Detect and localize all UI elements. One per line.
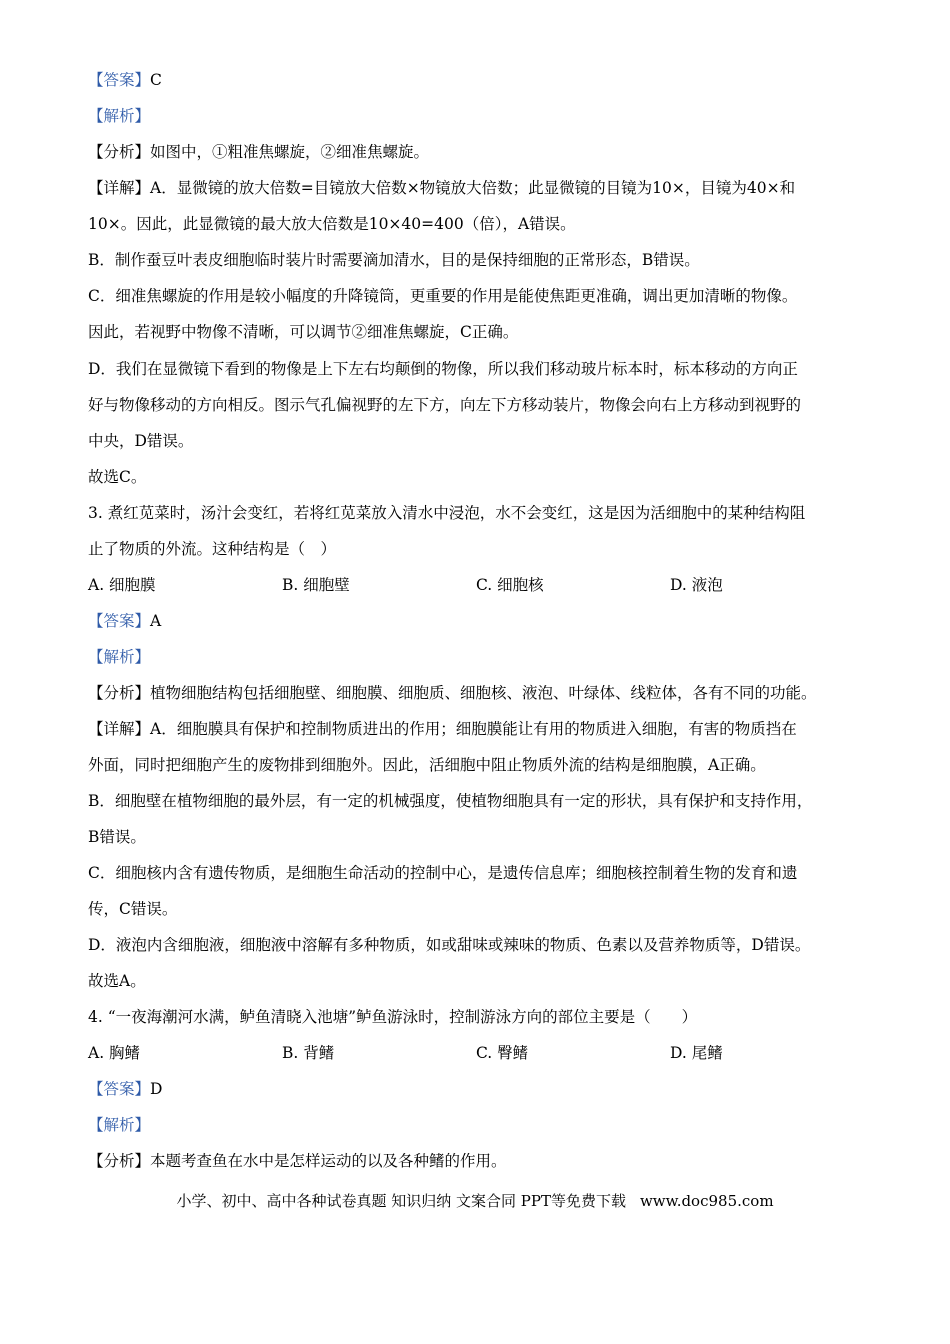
analysis-tag: 【解析】 xyxy=(88,107,151,125)
fenxi-text: 植物细胞结构包括细胞壁、细胞膜、细胞质、细胞核、液泡、叶绿体、线粒体，各有不同的功能。 xyxy=(150,684,817,702)
answer-value: C xyxy=(150,71,162,89)
fenxi-line xyxy=(88,1151,507,1171)
option-b: B. 背鳍 xyxy=(282,1044,335,1062)
answer-line xyxy=(88,70,162,90)
question-stem: 4. “一夜海潮河水满，鲈鱼清晓入池塘”鲈鱼游泳时，控制游泳方向的部位主要是（ ） xyxy=(88,1008,698,1026)
fenxi-line xyxy=(88,142,429,162)
analysis-tag: 【解析】 xyxy=(88,648,151,666)
footer-text: 小学、初中、高中各种试卷真题 知识归纳 文案合同 PPT等免费下载 xyxy=(176,1192,626,1210)
page-footer xyxy=(0,1191,950,1211)
detail-line xyxy=(88,719,797,739)
option-row xyxy=(88,1043,864,1063)
fenxi-line xyxy=(88,683,817,703)
answer-line xyxy=(88,611,161,631)
conclusion-line: 故选A。 xyxy=(88,972,146,990)
answer-tag: 【答案】 xyxy=(88,71,151,89)
detail-line: 传，C错误。 xyxy=(88,900,178,918)
option-c: C. 臀鳍 xyxy=(476,1044,529,1062)
answer-value: A xyxy=(150,612,162,630)
footer-url[interactable]: www.doc985.com xyxy=(639,1192,774,1210)
detail-text: A．细胞膜具有保护和控制物质进出的作用；细胞膜能让有用的物质进入细胞，有害的物质挡在 xyxy=(150,720,797,738)
option-c: C. 细胞核 xyxy=(476,576,544,594)
fenxi-text: 本题考查鱼在水中是怎样运动的以及各种鳍的作用。 xyxy=(150,1152,507,1170)
option-d: D. 尾鳍 xyxy=(670,1044,723,1062)
question-stem: 3. 煮红苋菜时，汤汁会变红，若将红苋菜放入清水中浸泡，水不会变红，这是因为活细胞中的某种结构阻 xyxy=(88,504,806,522)
detail-line: D．我们在显微镜下看到的物像是上下左右均颠倒的物像，所以我们移动玻片标本时，标本移动的方向正 xyxy=(88,360,798,378)
detail-line: B．细胞壁在植物细胞的最外层，有一定的机械强度，使植物细胞具有一定的形状，具有保护和支持作用， xyxy=(88,792,813,810)
conclusion-line: 故选C。 xyxy=(88,468,147,486)
detail-line: B错误。 xyxy=(88,828,146,846)
detail-line: 中央，D错误。 xyxy=(88,432,194,450)
question-stem: 止了物质的外流。这种结构是（ ） xyxy=(88,540,337,558)
option-b: B. 细胞壁 xyxy=(282,576,350,594)
detail-text: A．显微镜的放大倍数=目镜放大倍数×物镜放大倍数；此显微镜的目镜为10×，目镜为40×和 xyxy=(150,179,796,197)
option-a: A. 胸鳍 xyxy=(88,1044,141,1062)
fenxi-tag: 【分析】 xyxy=(88,143,151,161)
answer-tag: 【答案】 xyxy=(88,612,151,630)
detail-line xyxy=(88,178,795,198)
detail-line: 因此，若视野中物像不清晰，可以调节②细准焦螺旋，C正确。 xyxy=(88,323,519,341)
answer-tag: 【答案】 xyxy=(88,1080,151,1098)
detail-tag: 【详解】 xyxy=(88,720,151,738)
answer-line xyxy=(88,1079,162,1099)
fenxi-tag: 【分析】 xyxy=(88,684,151,702)
option-row xyxy=(88,575,864,595)
detail-line: C．细准焦螺旋的作用是较小幅度的升降镜筒，更重要的作用是能使焦距更准确，调出更加清晰的物像。 xyxy=(88,287,798,305)
analysis-tag: 【解析】 xyxy=(88,1116,151,1134)
fenxi-text: 如图中，①粗准焦螺旋，②细准焦螺旋。 xyxy=(150,143,430,161)
option-d: D. 液泡 xyxy=(670,576,723,594)
detail-line: C．细胞核内含有遗传物质，是细胞生命活动的控制中心，是遗传信息库；细胞核控制着生物的发育和遗 xyxy=(88,864,798,882)
answer-value: D xyxy=(150,1080,163,1098)
fenxi-tag: 【分析】 xyxy=(88,1152,151,1170)
detail-line: 好与物像移动的方向相反。图示气孔偏视野的左下方，向左下方移动装片，物像会向右上方移动到视野的 xyxy=(88,396,802,414)
detail-line: B．制作蚕豆叶表皮细胞临时装片时需要滴加清水，目的是保持细胞的正常形态，B错误。 xyxy=(88,251,700,269)
option-a: A. 细胞膜 xyxy=(88,576,156,594)
detail-line: D．液泡内含细胞液，细胞液中溶解有多种物质，如或甜味或辣味的物质、色素以及营养物质等，D错误。 xyxy=(88,936,811,954)
detail-line: 10×。因此，此显微镜的最大放大倍数是10×40=400（倍），A错误。 xyxy=(88,215,576,233)
detail-line: 外面，同时把细胞产生的废物排到细胞外。因此，活细胞中阻止物质外流的结构是细胞膜，A正确。 xyxy=(88,756,766,774)
detail-tag: 【详解】 xyxy=(88,179,151,197)
